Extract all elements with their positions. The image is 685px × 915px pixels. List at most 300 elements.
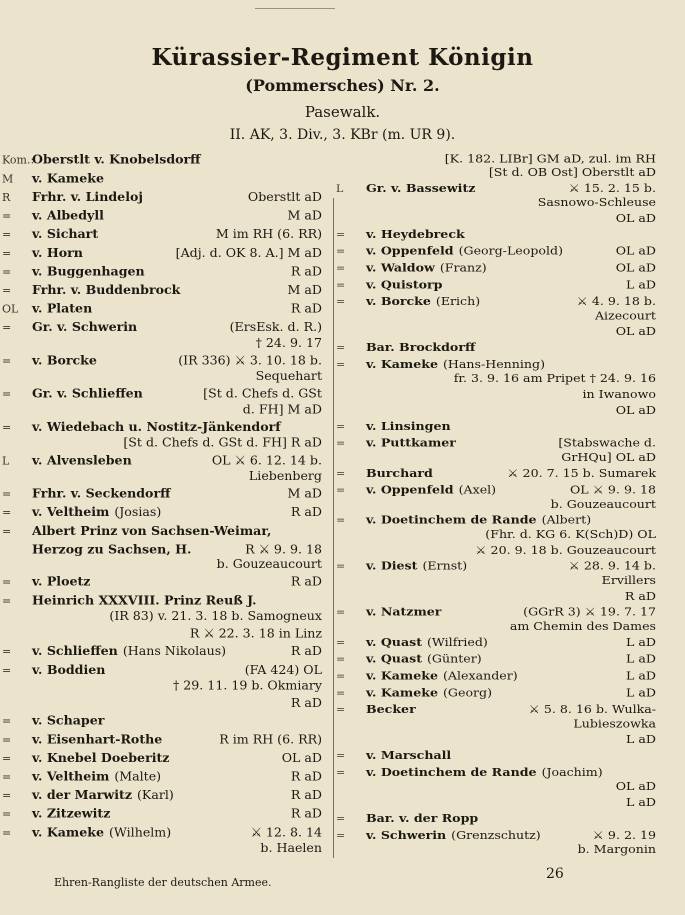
roster-entry [336, 702, 656, 729]
service-record: [St d. Chefs d. GSt [203, 385, 322, 401]
officer-name: Gr. v. Bassewitz [366, 181, 476, 195]
footer-source: Ehren-Rangliste der deutschen Armee. [54, 876, 272, 889]
officer-name: v. Wiedebach u. Nostitz-Jänkendorf [32, 419, 281, 434]
service-record-continuation: (Fhr. d. KG 6. K(Sch)D) OL [485, 527, 656, 541]
roster-entry-line [336, 341, 656, 355]
roster-entry [336, 543, 656, 556]
service-record: M aD [287, 207, 322, 223]
roster-entry [2, 732, 322, 748]
rank-prefix: = [2, 265, 12, 279]
rank-prefix: = [336, 670, 346, 683]
roster-entry [336, 748, 656, 762]
roster-entry-line [336, 357, 656, 371]
officer-name: Gr. v. Schlieffen [32, 385, 143, 401]
officer-name: v. Albedyll [32, 207, 104, 223]
roster-entry-line [336, 261, 656, 275]
roster-entry-line [336, 513, 656, 527]
officer-detail: (Georg-Leopold) [458, 244, 563, 258]
rank-prefix: = [336, 245, 346, 258]
officer-name: Gr. v. Schwerin [32, 319, 138, 335]
roster-entry-line [2, 732, 322, 748]
service-record: OL aD [615, 244, 656, 258]
roster-entry [2, 386, 322, 416]
rank-prefix: = [2, 321, 12, 335]
roster-entry-line [336, 227, 656, 241]
service-record: (IR 336) ⚔ 3. 10. 18 b. [178, 352, 322, 368]
rank-prefix: = [2, 506, 12, 520]
roster-entry [2, 353, 322, 383]
roster-entry-line [336, 543, 656, 556]
service-record: ⚔ 20. 7. 15 b. Sumarek [507, 466, 656, 480]
officer-detail: (Karl) [137, 787, 174, 803]
roster-entry [336, 811, 656, 825]
service-record: R aD [290, 695, 322, 711]
service-record: ⚔ 5. 8. 16 b. Wulka- [528, 702, 656, 716]
roster-entry-line [2, 806, 322, 822]
roster-entry [336, 403, 656, 416]
officer-name: v. Oppenfeld [366, 244, 454, 258]
service-record: L aD [626, 732, 656, 746]
rank-prefix: = [2, 826, 12, 840]
roster-entry [2, 453, 322, 483]
service-record: R aD [290, 768, 322, 784]
roster-entry [336, 357, 656, 384]
rank-prefix: M [2, 172, 14, 186]
roster-entry-line [2, 825, 322, 841]
roster-entry-line [2, 419, 322, 435]
rank-prefix: = [336, 296, 346, 308]
service-record: ⚔ 15. 2. 15 b. [568, 181, 656, 195]
officer-name: Frhr. v. Lindeloj [32, 189, 143, 204]
rank-prefix: = [2, 575, 12, 589]
officer-name: Frhr. v. Seckendorff [32, 485, 171, 501]
officer-name: v. Schaper [32, 712, 105, 728]
roster-entry-line [336, 605, 656, 619]
officer-detail: (Erich) [435, 294, 481, 308]
roster-entry-line [336, 795, 656, 808]
officer-detail: (Hans-Henning) [443, 357, 546, 371]
roster-entry [2, 542, 322, 571]
service-record: R aD [290, 573, 322, 589]
service-record: R aD [290, 504, 322, 520]
roster-entry [2, 226, 322, 242]
roster-entry-line [2, 226, 322, 242]
roster-entry [336, 294, 656, 321]
roster-entry [336, 419, 656, 433]
rank-prefix: = [2, 645, 12, 659]
service-record: OL aD [281, 750, 322, 765]
roster-entry-line [336, 811, 656, 825]
rank-prefix: = [2, 770, 12, 784]
officer-detail: (Grenzschutz) [451, 828, 541, 842]
roster-entry [2, 806, 322, 822]
roster-entry [336, 211, 656, 224]
rank-prefix: = [336, 829, 346, 842]
roster-entry [2, 662, 322, 692]
roster-entry [336, 605, 656, 632]
rank-prefix: = [336, 484, 346, 497]
roster-entry [336, 436, 656, 463]
officer-detail: (Joachim) [541, 765, 603, 779]
officer-name: v. Doetinchem de Rande [366, 513, 537, 527]
service-record: M im RH (6. RR) [215, 226, 322, 242]
rank-prefix: = [2, 209, 12, 223]
rank-prefix: = [2, 284, 12, 297]
service-record: R aD [290, 805, 322, 821]
roster-entry-line [2, 208, 322, 224]
roster-entry [336, 466, 656, 480]
page-number: 26 [546, 866, 564, 882]
officer-name: Frhr. v. Buddenbrock [32, 282, 181, 297]
officer-detail: (Axel) [458, 482, 497, 497]
roster-entry [336, 325, 656, 338]
roster-entry-line [2, 504, 322, 520]
rank-prefix: = [2, 752, 12, 765]
roster-entry [336, 261, 656, 275]
officer-name: v. Doetinchem de Rande [366, 765, 537, 779]
roster-entry [336, 828, 656, 855]
roster-entry-line [336, 211, 656, 224]
service-record-continuation: b. Gouzeaucourt [550, 497, 656, 511]
roster-entry-line [336, 152, 656, 165]
service-record-continuation: Lubieszowka [573, 716, 656, 730]
roster-entry-line [2, 542, 322, 557]
rank-prefix: = [2, 664, 12, 677]
roster-entry [336, 513, 656, 540]
roster-entry-line [2, 750, 322, 766]
left-column [2, 152, 322, 858]
officer-name: v. Linsingen [366, 419, 451, 433]
service-record: R ⚔ 9. 9. 18 [245, 541, 322, 557]
rank-prefix: = [336, 606, 346, 619]
roster-entry-line [336, 765, 656, 779]
officer-detail: (Malte) [114, 768, 162, 784]
roster-entry [2, 523, 322, 539]
service-record: L aD [626, 635, 656, 649]
officer-name: v. Quistorp [366, 277, 443, 291]
officer-name: v. Waldow [366, 260, 435, 275]
roster-entry [2, 152, 322, 168]
service-record: (FA 424) OL [244, 662, 322, 677]
officer-detail: (Alexander) [443, 668, 518, 683]
roster-entry-line [2, 353, 322, 369]
entry-spacer [336, 856, 656, 859]
roster-entry [2, 695, 322, 710]
service-record-continuation: [St d. OB Ost] Oberstlt aD [488, 165, 656, 179]
service-record: R ⚔ 22. 3. 18 in Linz [189, 625, 322, 641]
rank-prefix: = [336, 262, 346, 275]
roster-entry-line [2, 662, 322, 678]
officer-name: v. Kameke [366, 685, 439, 699]
service-record: Oberstlt aD [247, 189, 322, 204]
rank-prefix: = [336, 813, 346, 825]
roster-entry [336, 227, 656, 241]
roster-entry [2, 319, 322, 349]
service-record: OL aD [615, 403, 656, 417]
roster-entry [336, 278, 656, 292]
officer-name: v. der Marwitz [32, 787, 132, 803]
officer-name: v. Puttkamer [366, 436, 456, 450]
service-record: L aD [626, 652, 656, 666]
roster-entry-line [336, 559, 656, 573]
roster-entry [2, 208, 322, 224]
service-record: [Adj. d. OK 8. A.] M aD [175, 245, 322, 260]
rank-prefix: L [2, 454, 10, 468]
rank-prefix: OL [2, 302, 19, 316]
roster-entry [2, 825, 322, 855]
roster-entry-line [2, 319, 322, 335]
roster-entry-line [2, 171, 322, 187]
officer-detail: (Wilfried) [427, 635, 488, 649]
service-record-continuation: Aizecourt [594, 308, 656, 322]
officer-name: v. Kameke [366, 668, 439, 683]
roster-entry-line [336, 748, 656, 762]
rank-prefix: = [336, 687, 346, 699]
officer-name: v. Buggenhagen [32, 263, 145, 279]
service-record-continuation: Sequehart [255, 368, 322, 384]
roster-entry [2, 574, 322, 590]
roster-entry [336, 765, 656, 792]
rank-prefix: = [2, 807, 12, 821]
service-record: (GGrR 3) ⚔ 19. 7. 17 [523, 605, 656, 619]
officer-name: v. Oppenfeld [366, 482, 454, 497]
rank-prefix: = [2, 246, 12, 260]
rank-prefix: = [2, 228, 12, 242]
officer-name: v. Diest [366, 559, 418, 573]
roster-entry [336, 733, 656, 746]
top-rule [255, 8, 335, 9]
roster-entry-line [2, 301, 322, 317]
rank-prefix: = [2, 487, 12, 501]
service-record: ⚔ 9. 2. 19 [592, 828, 656, 842]
rank-prefix: = [2, 714, 12, 728]
officer-detail: (Franz) [439, 260, 487, 275]
roster-entry-line [2, 593, 322, 609]
roster-entry-line [336, 244, 656, 258]
service-record-continuation: fr. 3. 9. 16 am Pripet † 24. 9. 16 [453, 371, 656, 385]
officer-name: Becker [366, 702, 416, 716]
service-record: R aD [624, 589, 656, 603]
roster-entry-line [336, 828, 656, 842]
service-record: R aD [290, 263, 322, 279]
roster-entry [2, 787, 322, 803]
rank-prefix: = [336, 560, 346, 573]
officer-name: v. Veltheim [32, 504, 110, 520]
roster-entry [336, 152, 656, 179]
officer-name: v. Sichart [32, 226, 99, 242]
service-record-continuation: b. Margonin [577, 842, 656, 856]
service-record: ⚔ 28. 9. 14 b. [568, 559, 656, 573]
service-record-continuation: GrHQu] OL aD [561, 450, 656, 464]
regiment-subtitle: (Pommersches) Nr. 2. [245, 76, 440, 95]
roster-entry [2, 750, 322, 766]
service-record-continuation: [St d. Chefs d. GSt d. FH] R aD [123, 434, 322, 450]
service-record-continuation: OL aD [615, 779, 656, 793]
roster-entry-line [2, 523, 322, 539]
service-record: OL ⚔ 6. 12. 14 b. [211, 452, 322, 468]
officer-detail: (Ernst) [422, 559, 468, 573]
roster-entry [2, 713, 322, 729]
roster-entry-line [336, 325, 656, 338]
roster-entry [336, 244, 656, 258]
service-record: L aD [626, 668, 656, 683]
officer-name: v. Borcke [32, 352, 97, 368]
roster-entry-line [336, 436, 656, 450]
column-divider [333, 198, 334, 858]
roster-entry-line [2, 486, 322, 502]
service-record: in Iwanowo [582, 387, 656, 401]
roster-entry-line [336, 181, 656, 195]
service-record-continuation: b. Haelen [260, 840, 322, 855]
rank-prefix: = [2, 733, 12, 747]
officer-detail: (Albert) [541, 513, 592, 527]
rank-prefix: = [336, 750, 346, 762]
officer-name: v. Horn [32, 245, 83, 260]
service-record: ⚔ 12. 8. 14 [250, 824, 322, 840]
roster-entry-line [336, 589, 656, 602]
rank-prefix: = [336, 421, 346, 433]
officer-name: v. Ploetz [32, 573, 91, 589]
rank-prefix: = [336, 767, 346, 779]
roster-entry-line [336, 733, 656, 746]
service-record: [Stabswache d. [558, 436, 656, 450]
roster-entry-line [2, 787, 322, 803]
officer-name: v. Veltheim [32, 768, 110, 784]
service-record: R im RH (6. RR) [219, 731, 322, 747]
officer-name: Oberstlt v. Knobelsdorff [32, 152, 201, 167]
rank-prefix: = [336, 636, 346, 649]
roster-entry [336, 181, 656, 208]
rank-prefix: Kom.: [2, 153, 35, 167]
roster-entry-line [336, 702, 656, 716]
officer-name: v. Borcke [366, 294, 431, 308]
rank-prefix: = [336, 467, 346, 480]
rank-prefix: = [2, 789, 12, 803]
officer-detail: (Georg) [443, 685, 493, 699]
officer-name: v. Kameke [32, 824, 105, 840]
service-record: R aD [290, 643, 322, 659]
corps-assignment: II. AK, 3. Div., 3. KBr (m. UR 9). [229, 127, 456, 143]
officer-name: v. Knebel Doeberitz [32, 750, 170, 765]
roster-entry-line [2, 152, 322, 168]
roster-entry [336, 795, 656, 808]
officer-name: Bar. v. der Ropp [366, 811, 479, 825]
officer-name: v. Schwerin [366, 828, 447, 842]
roster-entry-line [336, 294, 656, 308]
service-record-continuation: Ervillers [601, 573, 656, 587]
officer-name: v. Marschall [366, 748, 452, 762]
roster-entry [2, 189, 322, 205]
rank-prefix: = [2, 387, 12, 401]
officer-name: v. Zitzewitz [32, 805, 111, 821]
roster-entry [336, 341, 656, 355]
service-record: M aD [287, 485, 322, 501]
service-record: (ErsEsk. d. R.) [229, 319, 322, 335]
service-record: R aD [290, 787, 322, 803]
service-record-continuation: b. Gouzeaucourt [216, 556, 322, 572]
service-record: ⚔ 4. 9. 18 b. [576, 294, 656, 308]
service-record: OL aD [615, 260, 656, 275]
roster-entry [336, 635, 656, 649]
roster-entry-line [336, 686, 656, 700]
roster-entry-line [336, 278, 656, 292]
roster-entry [2, 626, 322, 641]
officer-name: v. Quast [366, 652, 423, 666]
rank-prefix: = [336, 704, 346, 716]
roster-entry-line [336, 466, 656, 480]
service-record: OL ⚔ 9. 9. 18 [569, 482, 656, 497]
rank-prefix: R [2, 191, 11, 204]
roster-entry [336, 483, 656, 510]
service-record-continuation: am Chemin des Dames [509, 619, 656, 633]
rank-prefix: L [336, 182, 344, 195]
roster-entry [2, 593, 322, 623]
service-record: ⚔ 20. 9. 18 b. Gouzeaucourt [475, 543, 656, 557]
roster-entry-line [2, 189, 322, 205]
roster-entry [336, 559, 656, 586]
service-record: R aD [290, 300, 322, 316]
rank-prefix: = [336, 342, 346, 354]
rank-prefix: = [2, 524, 12, 538]
roster-entry-line [2, 245, 322, 261]
service-record: L aD [626, 795, 656, 809]
officer-name: Bar. Brockdorff [366, 340, 476, 354]
roster-entry [2, 486, 322, 502]
roster-entry-line [336, 483, 656, 497]
roster-entry [336, 652, 656, 666]
roster-entry-line [336, 635, 656, 649]
officer-name: v. Schlieffen [32, 643, 118, 659]
roster-entry-line [2, 713, 322, 729]
service-record-continuation: † 29. 11. 19 b. Okmiary [172, 677, 322, 693]
officer-detail: (Hans Nikolaus) [122, 643, 227, 659]
service-record: OL aD [615, 211, 656, 225]
roster-entry-line [336, 387, 656, 400]
roster-entry-line [2, 386, 322, 402]
officer-detail: (Wilhelm) [109, 824, 172, 840]
entry-spacer [2, 855, 322, 858]
rank-prefix: = [336, 514, 346, 527]
roster-entry [2, 301, 322, 317]
roster-entry-line [2, 282, 322, 298]
roster-entry [2, 643, 322, 659]
officer-name: v. Platen [32, 300, 93, 316]
officer-detail: (Günter) [427, 652, 482, 666]
rank-prefix: = [336, 279, 346, 291]
roster-entry-line [2, 643, 322, 659]
service-record: [K. 182. LIBr] GM aD, zul. im RH [444, 152, 656, 166]
roster-entry [2, 245, 322, 261]
garrison-city: Pasewalk. [304, 103, 381, 121]
service-record: L aD [626, 685, 656, 699]
officer-name: Burchard [366, 466, 433, 480]
officer-detail: (Josias) [114, 504, 162, 520]
rank-prefix: = [2, 421, 12, 434]
regiment-title: Kürassier-Regiment Königin [151, 44, 534, 71]
officer-name: v. Eisenhart-Rothe [32, 731, 163, 747]
roster-entry [336, 669, 656, 683]
service-record-continuation: † 24. 9. 17 [255, 335, 322, 350]
officer-name: v. Kameke [32, 170, 105, 186]
right-column [336, 152, 656, 858]
rank-prefix: = [2, 594, 12, 608]
roster-entry [336, 387, 656, 400]
officer-name: Albert Prinz von Sachsen-Weimar, [32, 523, 272, 538]
service-record-continuation: Liebenberg [248, 468, 322, 483]
roster-entry [2, 504, 322, 520]
roster-entry-line [2, 769, 322, 785]
roster-entry [2, 264, 322, 280]
